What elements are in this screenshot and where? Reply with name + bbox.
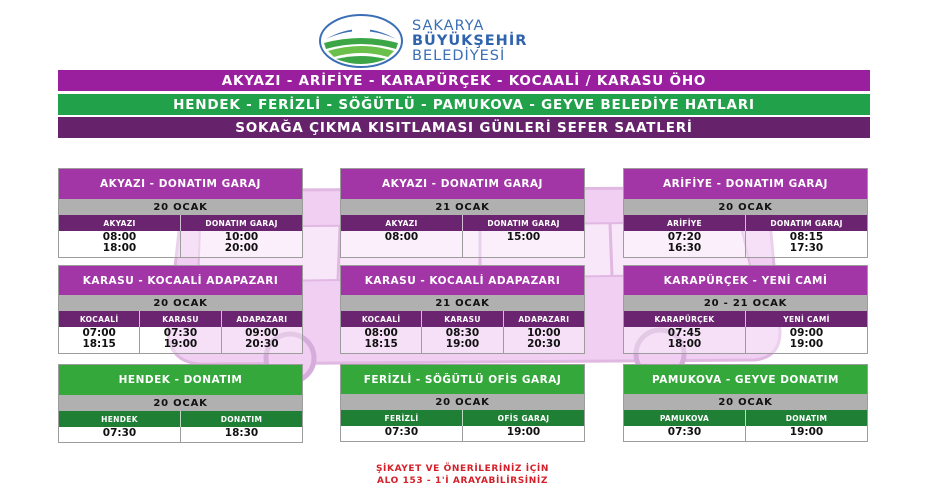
card-title: AKYAZI - DONATIM GARAJ	[59, 169, 302, 199]
card-column-header: DONATIM	[785, 413, 828, 423]
schedule-card-arifiye-20	[623, 168, 868, 258]
departure-time: 19:00	[163, 338, 198, 350]
schedule-card-akyazi-20	[58, 168, 303, 258]
logo-text-buyuksehir: BÜYÜKŞEHİR	[412, 32, 528, 49]
departure-time: 10:00	[224, 231, 259, 243]
logo-text-sakarya: SAKARYA	[412, 17, 485, 34]
card-title: KARASU - KOCAALİ ADAPAZARI	[341, 266, 584, 295]
card-column-header: YENİ CAMİ	[783, 314, 830, 324]
departure-time: 07:30	[163, 327, 198, 339]
card-column-header: AKYAZI	[59, 215, 181, 231]
departure-time: 09:00	[245, 327, 279, 339]
departure-time: 07:45	[667, 327, 702, 339]
departure-time: 19:00	[506, 426, 541, 438]
departure-time: 18:15	[364, 338, 398, 350]
departure-time: 09:00	[789, 327, 824, 339]
banner-oho-lines: AKYAZI - ARİFİYE - KARAPÜRÇEK - KOCAALİ / KARASU ÖHO	[58, 70, 870, 91]
departure-time: 19:00	[445, 338, 480, 350]
card-column-header: KARASU	[140, 311, 221, 327]
card-title: PAMUKOVA - GEYVE DONATIM	[624, 365, 867, 394]
departure-time: 07:30	[102, 427, 137, 439]
departure-time: 18:15	[82, 338, 116, 350]
card-column-header: KOCAALİ	[341, 311, 422, 327]
card-column-header: ARİFİYE	[624, 215, 746, 231]
schedule-card-karasu-20	[58, 265, 303, 354]
card-column-header: OFİS GARAJ	[497, 413, 550, 423]
departure-time: 18:00	[102, 242, 137, 254]
footer-line-hotline: ALO 153 - 1'İ ARAYABİLİRSİNİZ	[377, 476, 548, 486]
departure-time: 08:00	[364, 327, 398, 339]
footer-line-complaints: ŞİKAYET VE ÖNERİLERİNİZ İÇİN	[375, 464, 550, 474]
card-column-header: PAMUKOVA	[624, 410, 746, 426]
schedule-card-pamukova	[623, 364, 868, 442]
departure-time: 08:00	[384, 231, 419, 243]
departure-time: 19:00	[789, 338, 824, 350]
schedule-card-karapurcek	[623, 265, 868, 354]
banner-municipal-lines: HENDEK - FERİZLİ - SÖĞÜTLÜ - PAMUKOVA - GEYVE BELEDİYE HATLARI	[58, 94, 870, 115]
municipality-logo	[318, 13, 527, 69]
card-column-header: KOCAALİ	[59, 311, 140, 327]
departure-time: 07:00	[82, 327, 116, 339]
card-date: 20 OCAK	[59, 395, 302, 411]
card-column-header: ADAPAZARI	[236, 314, 288, 324]
departure-time: 18:30	[224, 427, 259, 439]
departure-time: 18:00	[667, 338, 702, 350]
card-column-header: FERİZLİ	[341, 410, 463, 426]
departure-time: 08:15	[789, 231, 824, 243]
card-date: 20 OCAK	[624, 394, 867, 410]
departure-time: 15:00	[506, 231, 541, 243]
banner-schedule-title: SOKAĞA ÇIKMA KISITLAMASI GÜNLERİ SEFER SAATLERİ	[58, 117, 870, 138]
departure-time: 08:00	[102, 231, 137, 243]
card-title: FERİZLİ - SÖĞÜTLÜ OFİS GARAJ	[341, 365, 584, 394]
departure-time: 07:30	[667, 426, 702, 438]
card-column-header: AKYAZI	[341, 215, 463, 231]
departure-time: 16:30	[667, 242, 702, 254]
card-date: 20 OCAK	[341, 394, 584, 410]
card-column-header: DONATIM	[220, 414, 263, 424]
departure-time: 20:00	[224, 242, 259, 254]
departure-time: 17:30	[789, 242, 824, 254]
departure-time: 07:20	[667, 231, 702, 243]
card-column-header: DONATIM GARAJ	[770, 218, 843, 228]
card-column-header: DONATIM GARAJ	[205, 218, 278, 228]
contact-footer	[0, 463, 925, 487]
card-column-header: KARASU	[422, 311, 503, 327]
card-column-header: DONATIM GARAJ	[487, 218, 560, 228]
card-column-header: KARAPÜRÇEK	[624, 311, 746, 327]
logo-emblem-icon	[318, 13, 404, 69]
schedule-card-hendek	[58, 364, 303, 443]
card-title: ARİFİYE - DONATIM GARAJ	[624, 169, 867, 199]
departure-time: 08:30	[445, 327, 480, 339]
card-date: 20 OCAK	[624, 199, 867, 215]
schedule-card-ferizli	[340, 364, 585, 442]
logo-text-belediyesi: BELEDİYESİ	[412, 47, 506, 64]
departure-time: 20:30	[245, 338, 279, 350]
schedule-card-akyazi-21	[340, 168, 585, 258]
departure-time: 07:30	[384, 426, 419, 438]
card-date: 20 OCAK	[59, 199, 302, 215]
card-date: 21 OCAK	[341, 295, 584, 311]
card-date: 20 OCAK	[59, 295, 302, 311]
schedule-card-karasu-21	[340, 265, 585, 354]
card-title: KARASU - KOCAALİ ADAPAZARI	[59, 266, 302, 295]
departure-time: 19:00	[789, 426, 824, 438]
card-date: 21 OCAK	[341, 199, 584, 215]
card-title: HENDEK - DONATIM	[59, 365, 302, 395]
card-column-header: HENDEK	[59, 411, 181, 427]
card-title: AKYAZI - DONATIM GARAJ	[341, 169, 584, 199]
card-title: KARAPÜRÇEK - YENİ CAMİ	[624, 266, 867, 295]
card-column-header: ADAPAZARI	[518, 314, 570, 324]
card-date: 20 - 21 OCAK	[624, 295, 867, 311]
departure-time: 20:30	[527, 338, 561, 350]
departure-time: 10:00	[527, 327, 561, 339]
